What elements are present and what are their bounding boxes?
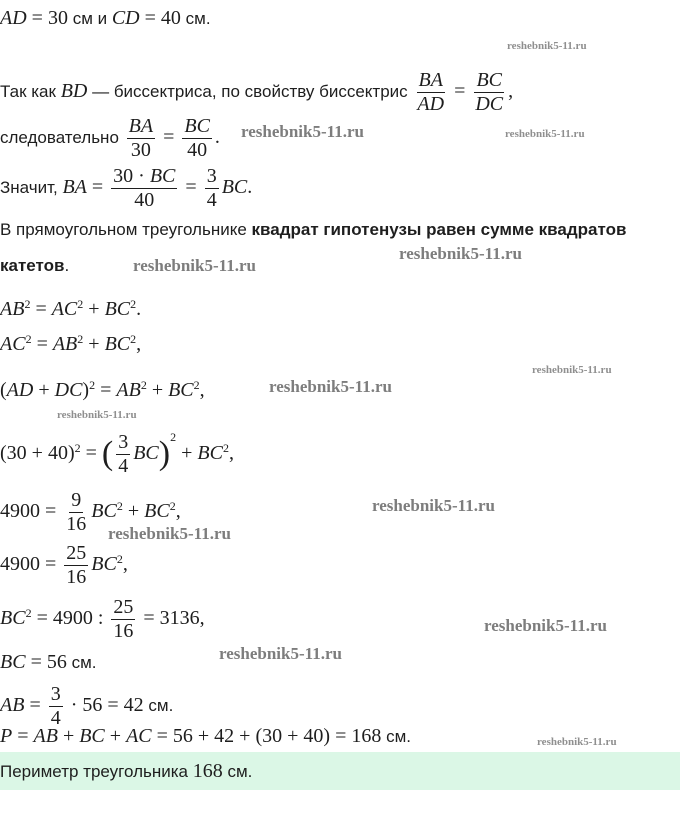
eq-4900-a: 4900 = $\frac{9}{16}$ $BC^2 + BC^2$, [0, 489, 181, 535]
consequently-word: следовательно [0, 128, 119, 148]
therefore-word: Значит, [0, 178, 58, 198]
watermark: reshebnik5-11.ru [505, 128, 585, 140]
therefore-line: Значит, BA = $\frac{30 \cdot BC}{40}$ = $\frac{3}{4}$ BC. [0, 165, 253, 211]
eq-4900-b: 4900 = $\frac{25}{16}$ $BC^2$, [0, 542, 128, 588]
pythagoras-line-1 [0, 218, 626, 242]
eq-ac2: $AC^2 = AB^2 + BC^2$, [0, 332, 142, 355]
eq-ab2: $AB^2 = AC^2 + BC^2$. [0, 297, 142, 320]
watermark: reshebnik5-11.ru [108, 524, 231, 543]
bisector-line: Так как BD — биссектриса, по свойству биссектрис $\frac{BA}{AD}$ = $\frac{BC}{DC}$ , [0, 69, 514, 115]
pythagoras-bold-2: катетов [0, 256, 65, 275]
pythagoras-bold-1: квадрат гипотенузы равен сумме квадратов [251, 220, 627, 239]
given-line: AD = 30 см и CD = 40 см. [0, 7, 211, 29]
watermark: reshebnik5-11.ru [133, 256, 256, 275]
eq-sum-squared: $(AD + DC)^2 = AB^2 + BC^2$, [0, 378, 205, 401]
answer-suffix: см. [227, 762, 253, 781]
answer-box [0, 752, 680, 790]
watermark: reshebnik5-11.ru [372, 496, 495, 515]
consequently-line: следовательно $\frac{BA}{30}$ = $\frac{BC}{40}$ . [0, 115, 220, 161]
eq-bc: BC = 56 см. [0, 651, 97, 673]
unit-ab: см. [148, 696, 174, 716]
watermark: reshebnik5-11.ru [241, 122, 364, 141]
watermark: reshebnik5-11.ru [537, 736, 617, 748]
watermark: reshebnik5-11.ru [532, 364, 612, 376]
pythagoras-dot: . [64, 256, 70, 275]
bisector-prefix: Так как [0, 82, 56, 102]
watermark: reshebnik5-11.ru [57, 409, 137, 421]
pythagoras-line-2 [0, 254, 69, 278]
unit-bc: см. [71, 653, 97, 672]
given-and: и [97, 9, 108, 28]
eq-bc2: $BC^2 = 4900$ : $\frac{25}{16}$ = 3136, [0, 596, 205, 642]
given-unit-2: см. [185, 9, 211, 28]
watermark: reshebnik5-11.ru [219, 644, 342, 663]
watermark: reshebnik5-11.ru [507, 40, 587, 52]
watermark: reshebnik5-11.ru [399, 244, 522, 263]
unit-p: см. [386, 727, 411, 746]
eq-ab: AB = $\frac{3}{4}$ · 56 = 42 см. [0, 683, 174, 729]
eq-perimeter: P = AB + BC + AC = 56 + 42 + (30 + 40) = 168 см. [0, 725, 411, 747]
eq-substituted: $(30 + 40)^2$ = ( $\frac{3}{4}$ $BC)^2 + BC^2$, [0, 430, 234, 477]
given-unit-1: см [72, 9, 93, 28]
answer-value: 168 [192, 760, 223, 782]
pythagoras-intro: В прямоугольном треугольнике [0, 220, 247, 239]
watermark: reshebnik5-11.ru [484, 616, 607, 635]
bisector-middle: — биссектриса, по свойству биссектрис [92, 82, 408, 102]
watermark: reshebnik5-11.ru [269, 377, 392, 396]
answer-prefix: Периметр треугольника [0, 762, 189, 781]
